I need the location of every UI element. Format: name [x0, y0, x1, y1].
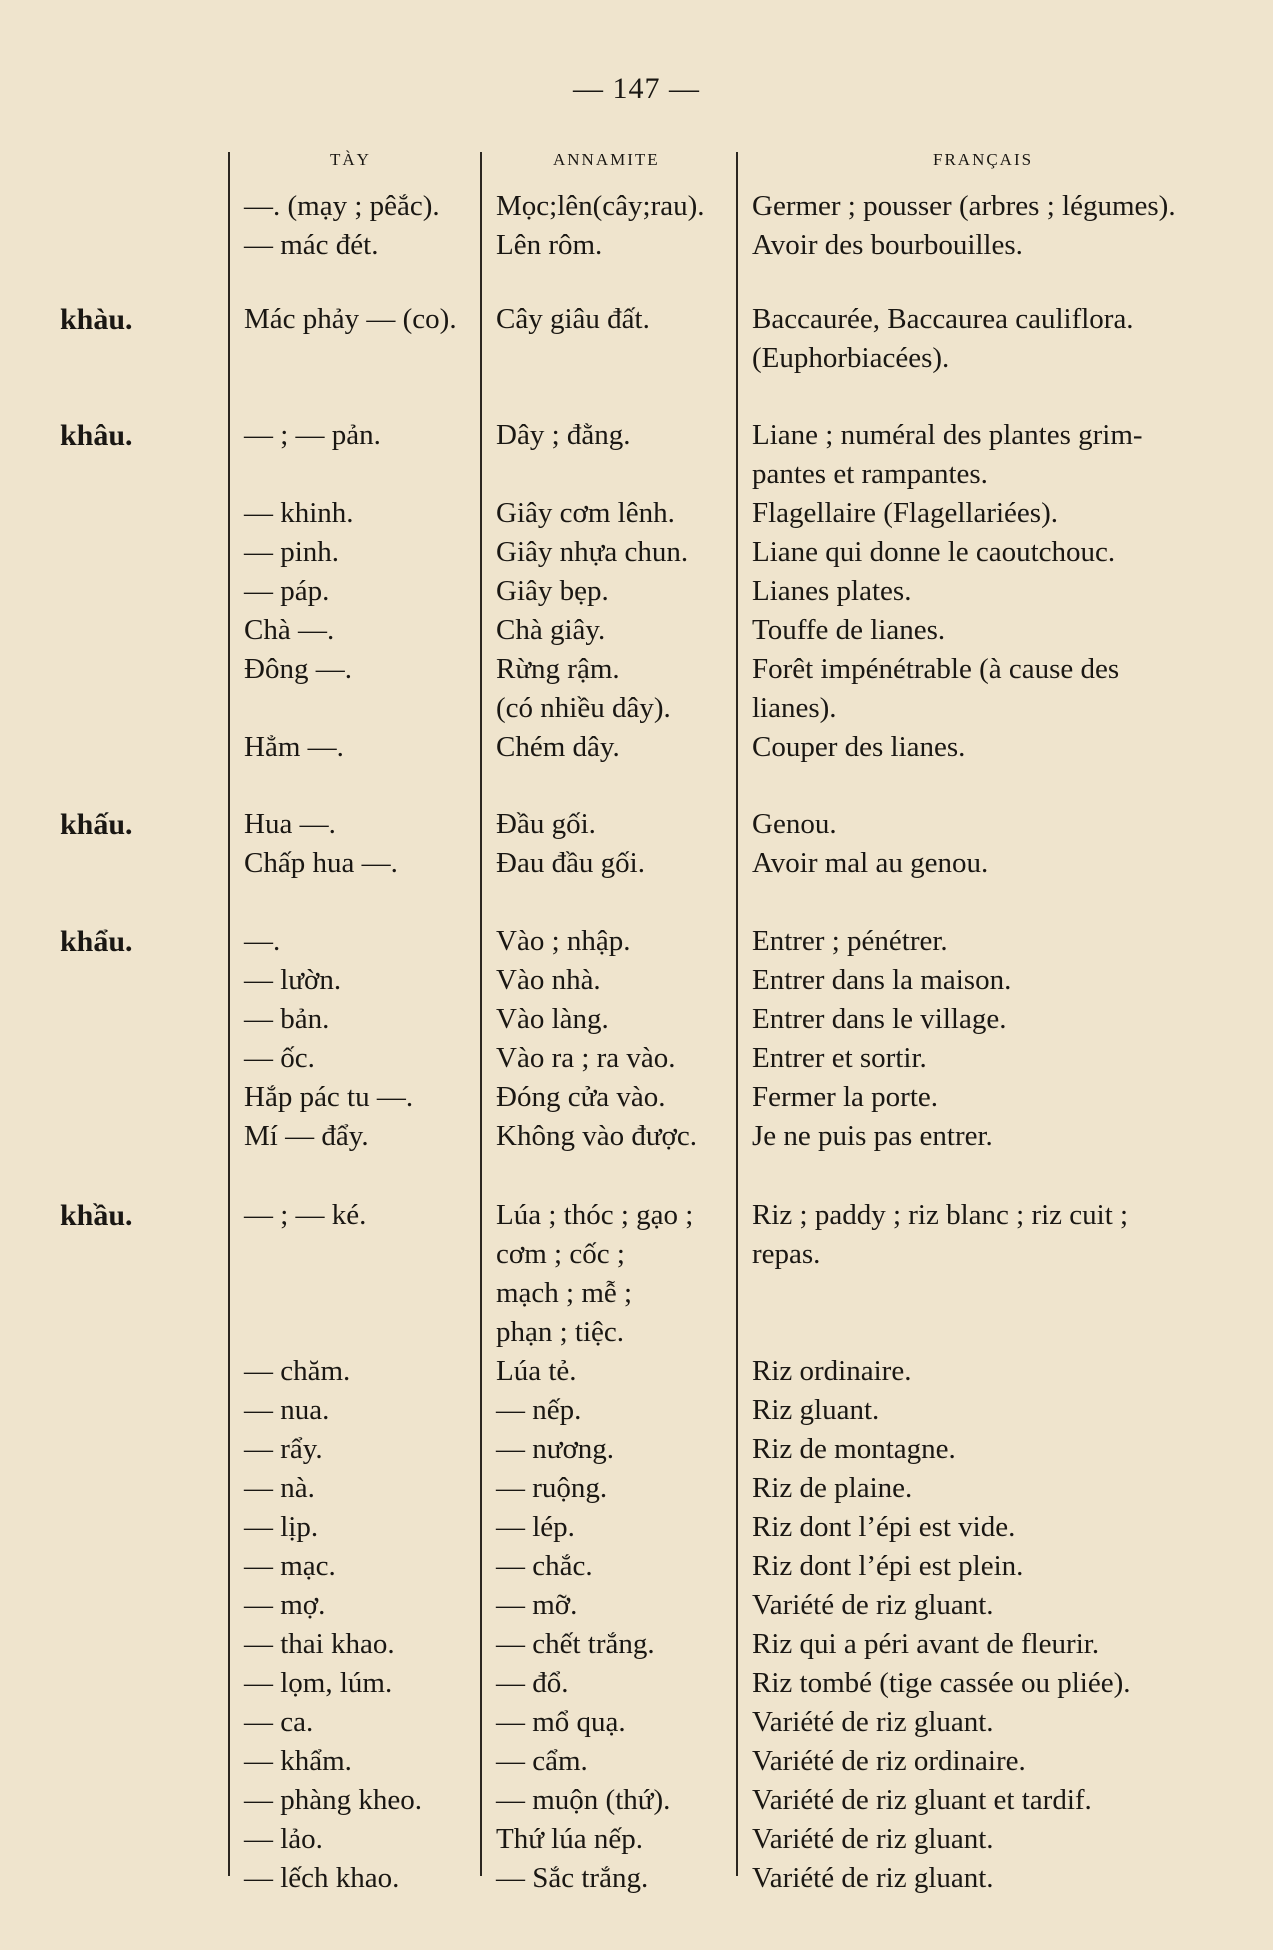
tay-cell: —. [244, 925, 281, 957]
francais-cell: Variété de riz ordinaire. [752, 1745, 1026, 1777]
entry-line [0, 1274, 1273, 1313]
annamite-cell: Chém dây. [496, 731, 620, 763]
tay-cell: Mí — đẩy. [244, 1120, 369, 1152]
tay-cell: — ; — pản. [244, 419, 381, 451]
annamite-cell: Vào làng. [496, 1003, 609, 1035]
entry-line [0, 187, 1273, 226]
francais-cell: Germer ; pousser (arbres ; légumes). [752, 190, 1176, 222]
annamite-cell: Cây giâu đất. [496, 303, 650, 335]
tay-cell: — nua. [244, 1394, 330, 1426]
entry-line [0, 728, 1273, 767]
francais-cell: repas. [752, 1238, 821, 1270]
annamite-cell: mạch ; mễ ; [496, 1277, 633, 1309]
annamite-cell: — ruộng. [496, 1472, 608, 1504]
annamite-cell: Giây cơm lênh. [496, 497, 675, 529]
entry-line [0, 961, 1273, 1000]
francais-cell: Entrer dans le village. [752, 1003, 1007, 1035]
tay-cell: — mợ. [244, 1589, 326, 1621]
tay-cell: — ca. [244, 1706, 314, 1738]
francais-cell: Riz de plaine. [752, 1472, 913, 1504]
francais-cell: Flagellaire (Flagellariées). [752, 497, 1058, 529]
francais-cell: Variété de riz gluant. [752, 1589, 994, 1621]
tay-cell: — mác đét. [244, 229, 379, 261]
annamite-cell: Lúa ; thóc ; gạo ; [496, 1199, 694, 1231]
entry-line [0, 1117, 1273, 1156]
annamite-cell: Vào ; nhập. [496, 925, 631, 957]
annamite-cell: Thứ lúa nếp. [496, 1823, 643, 1855]
francais-cell: Touffe de lianes. [752, 614, 946, 646]
francais-cell: Avoir mal au genou. [752, 847, 989, 879]
francais-cell: Riz ordinaire. [752, 1355, 912, 1387]
annamite-cell: cơm ; cốc ; [496, 1238, 625, 1270]
annamite-cell: — đổ. [496, 1667, 569, 1699]
entry-line [0, 1625, 1273, 1664]
annamite-cell: — Sắc trắng. [496, 1862, 649, 1894]
annamite-cell: — nương. [496, 1433, 615, 1465]
tay-cell: Hẳm —. [244, 731, 344, 763]
tay-cell: — thai khao. [244, 1628, 395, 1660]
francais-cell: Variété de riz gluant et tardif. [752, 1784, 1092, 1816]
francais-cell: Avoir des bourbouilles. [752, 229, 1023, 261]
francais-cell: Entrer ; pénétrer. [752, 925, 948, 957]
francais-cell: Lianes plates. [752, 575, 912, 607]
annamite-cell: — lép. [496, 1511, 575, 1543]
annamite-cell: — nếp. [496, 1394, 582, 1426]
entry-line [0, 533, 1273, 572]
annamite-cell: — chết trắng. [496, 1628, 655, 1660]
tay-cell: — phàng kheo. [244, 1784, 422, 1816]
annamite-cell: Đau đầu gối. [496, 847, 645, 879]
tay-cell: Mác phảy — (co). [244, 303, 457, 335]
entry-line [0, 805, 1273, 844]
francais-cell: Riz dont l’épi est plein. [752, 1550, 1024, 1582]
francais-cell: Variété de riz gluant. [752, 1862, 994, 1894]
francais-cell: Baccaurée, Baccaurea cauliflora. [752, 303, 1134, 335]
annamite-cell: Giây bẹp. [496, 575, 609, 607]
francais-cell: Je ne puis pas entrer. [752, 1120, 993, 1152]
annamite-cell: phạn ; tiệc. [496, 1316, 625, 1348]
tay-cell: — nà. [244, 1472, 315, 1504]
entry-line [0, 1586, 1273, 1625]
tay-cell: — pinh. [244, 536, 340, 568]
entry-line [0, 572, 1273, 611]
francais-cell: Liane qui donne le caoutchouc. [752, 536, 1116, 568]
annamite-cell: Giây nhựa chun. [496, 536, 689, 568]
francais-cell: Riz ; paddy ; riz blanc ; riz cuit ; [752, 1199, 1129, 1231]
tay-cell: — khinh. [244, 497, 354, 529]
francais-cell: Variété de riz gluant. [752, 1823, 994, 1855]
column-header-annamite: ANNAMITE [553, 150, 660, 169]
francais-cell: Entrer dans la maison. [752, 964, 1012, 996]
tay-cell: — lịp. [244, 1511, 319, 1543]
francais-cell: lianes). [752, 692, 837, 724]
entry-line [0, 455, 1273, 494]
entry-line [0, 1352, 1273, 1391]
entry-headword: khầu. [60, 1199, 133, 1232]
annamite-cell: — mỡ. [496, 1589, 578, 1621]
annamite-cell: — mổ quạ. [496, 1706, 626, 1738]
annamite-cell: Rừng rậm. [496, 653, 620, 685]
entry-line [0, 1664, 1273, 1703]
entry-line [0, 494, 1273, 533]
francais-cell: Variété de riz gluant. [752, 1706, 994, 1738]
annamite-cell: Lúa tẻ. [496, 1355, 577, 1387]
entry-line [0, 226, 1273, 265]
entry-line [0, 1820, 1273, 1859]
tay-cell: — lườn. [244, 964, 342, 996]
entry-line [0, 922, 1273, 961]
tay-cell: — ốc. [244, 1042, 315, 1074]
entry-line [0, 1508, 1273, 1547]
annamite-cell: — cẩm. [496, 1745, 588, 1777]
francais-cell: Forêt impénétrable (à cause des [752, 653, 1120, 685]
tay-cell: — lảo. [244, 1823, 323, 1855]
entry-line [0, 1078, 1273, 1117]
annamite-cell: Dây ; đằng. [496, 419, 631, 451]
tay-cell: Đông —. [244, 653, 352, 685]
annamite-cell: Chà giây. [496, 614, 606, 646]
entry-line [0, 1859, 1273, 1898]
tay-cell: Chấp hua —. [244, 847, 398, 879]
francais-cell: pantes et rampantes. [752, 458, 988, 490]
tay-cell: — páp. [244, 575, 330, 607]
annamite-cell: — chắc. [496, 1550, 593, 1582]
tay-cell: — bản. [244, 1003, 330, 1035]
entry-line [0, 1235, 1273, 1274]
francais-cell: Genou. [752, 808, 837, 840]
entry-line [0, 1000, 1273, 1039]
entry-line [0, 844, 1273, 883]
francais-cell: Liane ; numéral des plantes grim- [752, 419, 1143, 451]
francais-cell: Riz gluant. [752, 1394, 880, 1426]
annamite-cell: (có nhiều dây). [496, 692, 671, 724]
tay-cell: — chăm. [244, 1355, 351, 1387]
annamite-cell: Đóng cửa vào. [496, 1081, 666, 1113]
entry-headword: khấu. [60, 808, 133, 841]
francais-cell: Riz dont l’épi est vide. [752, 1511, 1016, 1543]
entry-line [0, 689, 1273, 728]
tay-cell: — mạc. [244, 1550, 336, 1582]
francais-cell: (Euphorbiacées). [752, 342, 950, 374]
entry-line [0, 1196, 1273, 1235]
annamite-cell: Không vào được. [496, 1120, 697, 1152]
column-header-francais: FRANÇAIS [933, 150, 1034, 169]
tay-cell: Chà —. [244, 614, 335, 646]
tay-cell: Hắp pác tu —. [244, 1081, 414, 1113]
francais-cell: Riz tombé (tige cassée ou pliée). [752, 1667, 1131, 1699]
entry-line [0, 416, 1273, 455]
tay-cell: — ; — ké. [244, 1199, 367, 1231]
entry-line [0, 650, 1273, 689]
entry-line [0, 339, 1273, 378]
tay-cell: — lếch khao. [244, 1862, 400, 1894]
annamite-cell: Vào ra ; ra vào. [496, 1042, 676, 1074]
francais-cell: Couper des lianes. [752, 731, 966, 763]
entry-line [0, 1469, 1273, 1508]
entry-line [0, 1391, 1273, 1430]
entry-line [0, 1781, 1273, 1820]
francais-cell: Entrer et sortir. [752, 1042, 927, 1074]
entry-line [0, 1703, 1273, 1742]
annamite-cell: Đầu gối. [496, 808, 596, 840]
column-header-tay: TÀY [330, 150, 371, 169]
entry-headword: khàu. [60, 303, 133, 336]
entry-line [0, 1547, 1273, 1586]
annamite-cell: — muộn (thứ). [496, 1784, 671, 1816]
tay-cell: — khẩm. [244, 1745, 352, 1777]
tay-cell: Hua —. [244, 808, 336, 840]
entry-line [0, 1039, 1273, 1078]
entry-line [0, 300, 1273, 339]
tay-cell: —. (mạy ; pêắc). [244, 190, 440, 222]
entry-line [0, 611, 1273, 650]
tay-cell: — rẩy. [244, 1433, 323, 1465]
page-number: — 147 — [573, 72, 700, 105]
francais-cell: Fermer la porte. [752, 1081, 939, 1113]
tay-cell: — lọm, lúm. [244, 1667, 393, 1699]
entry-line [0, 1430, 1273, 1469]
annamite-cell: Lên rôm. [496, 229, 603, 261]
annamite-cell: Mọc;lên(cây;rau). [496, 190, 705, 222]
entry-headword: khâu. [60, 419, 133, 452]
francais-cell: Riz qui a péri avant de fleurir. [752, 1628, 1100, 1660]
annamite-cell: Vào nhà. [496, 964, 601, 996]
entry-line [0, 1742, 1273, 1781]
francais-cell: Riz de montagne. [752, 1433, 956, 1465]
entry-line [0, 1313, 1273, 1352]
entry-headword: khẩu. [60, 925, 133, 958]
